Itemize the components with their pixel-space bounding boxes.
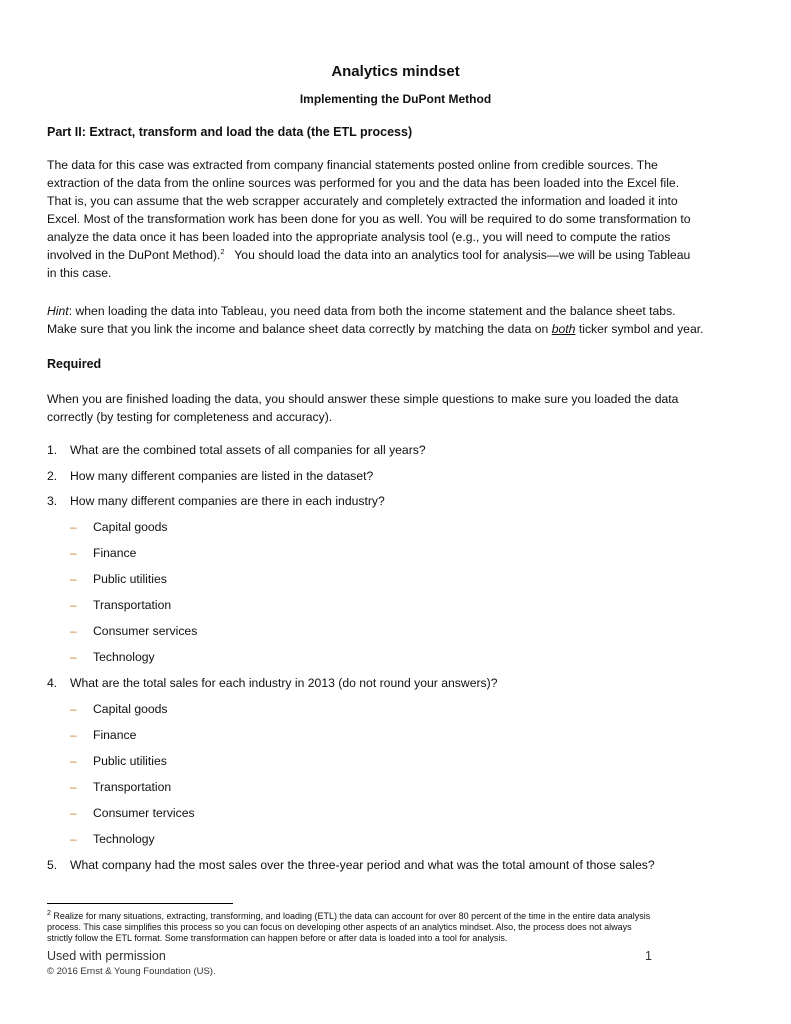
paragraph-line: Excel. Most of the transformation work has been done for you as well. You will be required to do some transformation to [47, 212, 691, 226]
required-heading: Required [47, 357, 102, 371]
footnote-marker: 2 [47, 910, 51, 917]
paragraph-line: extraction of the data from the online sources was performed for you and the data has been loaded into the Excel file. [47, 176, 680, 190]
paragraph-line: in this case. [47, 266, 112, 280]
list-item: Capital goods [93, 520, 168, 534]
bullet-dash-icon: – [70, 754, 77, 768]
paragraph-line: That is, you can assume that the web scrapper accurately and completely extracted the information and loaded it into [47, 194, 678, 208]
hint-text: : when loading the data into Tableau, you need data from both the income statement and the balance sheet tabs. [68, 304, 676, 318]
bullet-dash-icon: – [70, 572, 77, 586]
question-number: 5. [47, 858, 58, 872]
footnote-line: strictly follow the ETL format. Some transformation can happen before or after data is loaded into a tool for analysis. [47, 933, 508, 943]
page-title: Analytics mindset [331, 63, 460, 80]
hint-emphasis: both [551, 322, 576, 336]
hint-text: ticker symbol and year. [575, 322, 704, 336]
list-item: Technology [93, 650, 155, 664]
bullet-dash-icon: – [70, 728, 77, 742]
hint-line [47, 302, 676, 320]
list-item: Transportation [93, 780, 172, 794]
hint-label: Hint [47, 304, 69, 318]
footnote-divider [47, 903, 233, 904]
question-text: What are the total sales for each industry in 2013 (do not round your answers)? [70, 676, 498, 690]
copyright: © 2016 Ernst & Young Foundation (US). [47, 966, 216, 977]
list-item: Transportation [93, 598, 172, 612]
list-item: Capital goods [93, 702, 168, 716]
footnote-line [47, 911, 650, 922]
question-text: What are the combined total assets of all companies for all years? [70, 443, 426, 457]
page-number: 1 [645, 949, 652, 963]
footnote-text: Realize for many situations, extracting, transforming, and loading (ETL) the data can account for over 80 percent of the time in the entire data analysis [50, 911, 651, 921]
hint-line [47, 320, 704, 338]
list-item: Consumer services [93, 624, 198, 638]
bullet-dash-icon: – [70, 598, 77, 612]
bullet-dash-icon: – [70, 832, 77, 846]
bullet-dash-icon: – [70, 624, 77, 638]
paragraph-line-text: involved in the DuPont Method). [47, 248, 221, 262]
bullet-dash-icon: – [70, 650, 77, 664]
bullet-dash-icon: – [70, 546, 77, 560]
question-number: 1. [47, 443, 58, 457]
bullet-dash-icon: – [70, 780, 77, 794]
footnote-ref[interactable]: 2 [220, 248, 225, 256]
required-intro-line: correctly (by testing for completeness and accuracy). [47, 410, 333, 424]
question-number: 4. [47, 676, 58, 690]
list-item: Finance [93, 728, 137, 742]
part-heading: Part II: Extract, transform and load the data (the ETL process) [47, 125, 413, 139]
list-item: Public utilities [93, 754, 167, 768]
paragraph-line [47, 246, 690, 264]
question-text: How many different companies are there in each industry? [70, 494, 385, 508]
question-number: 3. [47, 494, 58, 508]
list-item: Finance [93, 546, 137, 560]
question-text: How many different companies are listed in the dataset? [70, 469, 374, 483]
footnote-line: process. This case simplifies this process so you can focus on developing other aspects of an analytics mindset. Also, the process does not always [47, 922, 632, 932]
page-subtitle: Implementing the DuPont Method [299, 92, 492, 106]
question-number: 2. [47, 469, 58, 483]
hint-text: Make sure that you link the income and balance sheet data correctly by matching the data on [47, 322, 552, 336]
question-text: What company had the most sales over the three-year period and what was the total amount of those sales? [70, 858, 655, 872]
list-item: Consumer tervices [93, 806, 195, 820]
list-item: Technology [93, 832, 155, 846]
paragraph-line: analyze the data once it has been loaded into the appropriate analysis tool (e.g., you will need to compute the ratios [47, 230, 671, 244]
bullet-dash-icon: – [70, 520, 77, 534]
bullet-dash-icon: – [70, 702, 77, 716]
paragraph-line: The data for this case was extracted from company financial statements posted online from credible sources. The [47, 158, 658, 172]
footer-permission: Used with permission [47, 949, 166, 963]
paragraph-line-text: You should load the data into an analytics tool for analysis—we will be using Tableau [224, 248, 691, 262]
list-item: Public utilities [93, 572, 167, 586]
required-intro-line: When you are finished loading the data, you should answer these simple questions to make sure you loaded the data [47, 392, 679, 406]
bullet-dash-icon: – [70, 806, 77, 820]
